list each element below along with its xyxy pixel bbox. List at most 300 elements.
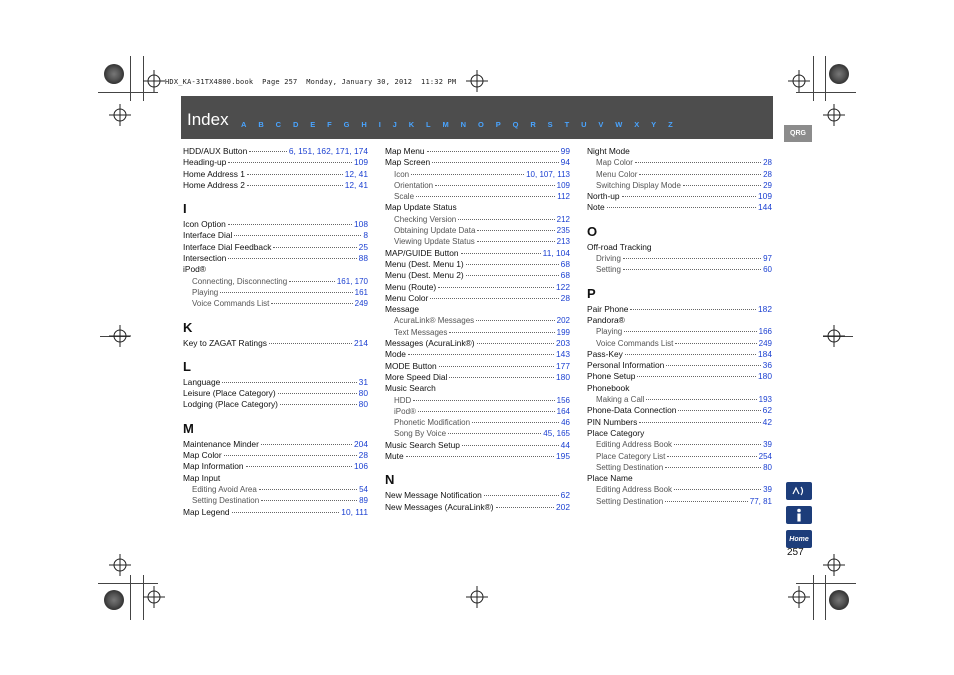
page-reference-link[interactable]: 164 (556, 406, 570, 416)
entry-name: Maintenance Minder (183, 438, 259, 449)
page-reference-link[interactable]: 97 (763, 254, 772, 264)
index-subentry (587, 180, 772, 191)
entry-name: Setting (596, 265, 621, 275)
page-reference-link[interactable]: 235 (556, 226, 570, 236)
page-reference-link[interactable]: 6, 151, 162, 171, 174 (288, 146, 368, 156)
page-reference-link[interactable]: 182 (758, 303, 772, 314)
page-reference-link[interactable]: 10, 111 (341, 506, 368, 517)
page-reference-link[interactable]: 106 (354, 461, 368, 472)
qrg-tab[interactable]: QRG (784, 125, 812, 142)
index-subentry (385, 417, 570, 428)
index-subentry (385, 395, 570, 406)
entry-name: Editing Address Book (596, 485, 673, 495)
page-reference-link[interactable]: 46 (561, 418, 570, 428)
entry-name: Menu (Dest. Menu 1) (385, 258, 464, 269)
page-reference-link[interactable]: 109 (354, 157, 368, 168)
leader-dots (273, 247, 356, 248)
alpha-link-x[interactable]: X (634, 120, 640, 129)
leader-dots (675, 343, 756, 344)
index-subentry (385, 214, 570, 225)
crop-line (813, 575, 814, 620)
entry-name: Mode (385, 349, 406, 360)
entry-name: Setting Destination (596, 462, 664, 472)
alpha-link-g[interactable]: G (343, 120, 350, 129)
page-reference-link[interactable]: 45, 165 (543, 429, 570, 439)
section-letter: O (587, 223, 598, 239)
index-entry (385, 383, 570, 394)
index-entry (385, 202, 570, 213)
alpha-link-i[interactable]: I (378, 120, 381, 129)
alpha-link-h[interactable]: H (361, 120, 367, 129)
entry-name: PIN Numbers (587, 416, 638, 427)
index-entry (385, 304, 570, 315)
page-reference-link[interactable]: 249 (758, 338, 772, 348)
alpha-link-b[interactable]: B (258, 120, 264, 129)
page-reference-link[interactable]: 80 (358, 399, 368, 410)
alpha-link-d[interactable]: D (292, 120, 299, 129)
leader-dots (623, 269, 761, 270)
alpha-link-n[interactable]: N (460, 120, 467, 129)
entry-name: Setting Destination (596, 496, 664, 506)
page-reference-link[interactable]: 254 (758, 451, 772, 461)
crop-line (98, 92, 158, 93)
index-entry (183, 338, 368, 349)
entry-name: Lodging (Place Category) (183, 399, 278, 410)
leader-dots (269, 343, 352, 344)
index-entry (587, 428, 772, 439)
page-reference-link[interactable]: 112 (557, 192, 570, 202)
page-reference-link[interactable]: 62 (560, 490, 570, 501)
entry-name: Map Menu (385, 146, 425, 156)
index-entry (385, 270, 570, 281)
entry-name: Music Search (385, 383, 436, 394)
leader-dots (246, 466, 353, 467)
page-reference-link[interactable]: 143 (556, 349, 570, 360)
entry-name: Phonebook (587, 382, 630, 393)
page-reference-link[interactable]: 122 (556, 281, 570, 292)
entry-name: Map Input (183, 472, 221, 483)
leader-dots (477, 343, 555, 344)
leader-dots (224, 455, 357, 456)
entry-name: Interface Dial Feedback (183, 241, 272, 252)
registration-mark (466, 586, 488, 608)
index-entry (385, 157, 570, 168)
crop-line (130, 575, 131, 620)
page-reference-link[interactable]: 89 (359, 496, 368, 506)
alpha-link-v[interactable]: V (598, 120, 604, 129)
alpha-link-e[interactable]: E (310, 120, 316, 129)
section-letter: N (385, 472, 395, 488)
entry-name: Phonetic Modification (394, 418, 471, 428)
page-reference-link[interactable]: 54 (359, 484, 368, 494)
index-entry (183, 253, 368, 264)
registration-mark (109, 325, 131, 347)
index-subentry (183, 287, 368, 298)
entry-name: Map Information (183, 461, 244, 472)
alpha-link-j[interactable]: J (392, 120, 397, 129)
registration-disk (104, 64, 124, 84)
crop-line (98, 583, 158, 584)
page-reference-link[interactable]: 68 (560, 270, 570, 281)
entry-name: Off-road Tracking (587, 241, 652, 252)
entry-name: HDD (394, 395, 412, 405)
alpha-link-s[interactable]: S (547, 120, 553, 129)
leader-dots (280, 404, 357, 405)
alpha-link-t[interactable]: T (564, 120, 570, 129)
index-entry (183, 169, 368, 180)
index-entry (183, 242, 368, 253)
entry-name: Connecting, Disconnecting (192, 276, 288, 286)
leader-dots (432, 162, 559, 163)
entry-name: Viewing Update Status (394, 237, 475, 247)
index-entry (385, 372, 570, 383)
leader-dots (278, 393, 357, 394)
leader-dots (477, 241, 555, 242)
entry-name: Note (587, 202, 605, 213)
leader-dots (622, 196, 756, 197)
page-reference-link[interactable]: 180 (556, 371, 570, 382)
page-reference-link[interactable]: 36 (762, 360, 772, 371)
index-subentry (385, 406, 570, 417)
print-header: HDX_KA-31TX4800.book Page 257 Monday, January 30, 2012 11:32 PM (165, 78, 457, 86)
index-entry (587, 304, 772, 315)
index-subentry (587, 169, 772, 180)
page-reference-link[interactable]: 28 (358, 450, 368, 461)
index-entry (587, 383, 772, 394)
index-entry (587, 146, 772, 157)
index-subentry (587, 462, 772, 473)
leader-dots (261, 444, 352, 445)
entry-name: Playing (192, 287, 219, 297)
page-reference-link[interactable]: 31 (358, 376, 368, 387)
page-reference-link[interactable]: 204 (354, 438, 368, 449)
entry-name: More Speed Dial (385, 371, 448, 382)
index-subentry (183, 298, 368, 309)
entry-name: Map Legend (183, 506, 230, 517)
index-subentry (587, 338, 772, 349)
entry-name: Song By Voice (394, 429, 447, 439)
leader-dots (439, 366, 554, 367)
leader-dots (683, 185, 761, 186)
leader-dots (674, 444, 761, 445)
page-reference-link[interactable]: 94 (560, 157, 570, 168)
page-reference-link[interactable]: 39 (763, 485, 772, 495)
entry-name: Menu Color (385, 292, 429, 303)
page-reference-link[interactable]: 60 (763, 265, 772, 275)
alpha-link-o[interactable]: O (477, 120, 484, 129)
leader-dots (476, 320, 554, 321)
alpha-link-u[interactable]: U (581, 120, 587, 129)
entry-name: Menu (Route) (385, 281, 437, 292)
section-letter: I (183, 201, 187, 217)
leader-dots (607, 207, 756, 208)
page-reference-link[interactable]: 25 (358, 241, 368, 252)
page-reference-link[interactable]: 11, 104 (542, 247, 570, 258)
leader-dots (435, 185, 555, 186)
page-reference-link[interactable]: 12, 41 (344, 168, 368, 179)
page-reference-link[interactable]: 199 (556, 327, 570, 337)
registration-disk (104, 590, 124, 610)
index-entry (183, 157, 368, 168)
registration-mark (109, 104, 131, 126)
leader-dots (259, 489, 357, 490)
section-letter: M (183, 420, 194, 436)
page-reference-link[interactable]: 195 (556, 451, 570, 462)
index-entry (385, 451, 570, 462)
index-entry (587, 371, 772, 382)
alpha-link-k[interactable]: K (408, 120, 415, 129)
section-letter: K (183, 319, 193, 335)
page-reference-link[interactable]: 28 (763, 169, 772, 179)
page-reference-link[interactable]: 156 (556, 395, 570, 405)
entry-name: New Messages (AcuraLink®) (385, 501, 494, 512)
entry-name: Key to ZAGAT Ratings (183, 337, 267, 348)
leader-dots (665, 467, 761, 468)
index-entry (385, 361, 570, 372)
entry-name: Phone-Data Connection (587, 405, 677, 416)
index-entry (385, 282, 570, 293)
registration-mark (788, 70, 810, 92)
leader-dots (427, 151, 559, 152)
leader-dots (472, 422, 559, 423)
index-entry (183, 450, 368, 461)
alpha-link-f[interactable]: F (327, 120, 332, 129)
leader-dots (466, 275, 559, 276)
index-subentry (385, 225, 570, 236)
entry-name: Icon (394, 169, 410, 179)
page-reference-link[interactable]: 28 (763, 158, 772, 168)
page-reference-link[interactable]: 193 (758, 395, 772, 405)
index-entry (587, 242, 772, 253)
page-reference-link[interactable]: 213 (556, 237, 570, 247)
entry-name: Leisure (Place Category) (183, 388, 276, 399)
index-subentry (587, 394, 772, 405)
entry-name: Interface Dial (183, 230, 233, 241)
index-entry (385, 248, 570, 259)
page-reference-link[interactable]: 80 (763, 462, 772, 472)
page-reference-link[interactable]: 8 (363, 230, 368, 241)
page-reference-link[interactable]: 10, 107, 113 (526, 169, 570, 179)
entry-name: Making a Call (596, 395, 645, 405)
entry-name: Editing Avoid Area (192, 484, 257, 494)
leader-dots (625, 354, 756, 355)
entry-name: Map Update Status (385, 202, 457, 213)
voice-command-icon[interactable] (786, 482, 812, 500)
crop-line (796, 583, 856, 584)
page-reference-link[interactable]: 12, 41 (344, 179, 368, 190)
leader-dots (637, 376, 756, 377)
index-entry (587, 473, 772, 484)
alpha-link-z[interactable]: Z (668, 120, 673, 129)
leader-dots (665, 501, 748, 502)
entry-name: HDD/AUX Button (183, 146, 248, 156)
index-entry (587, 315, 772, 326)
alpha-link-y[interactable]: Y (651, 120, 657, 129)
leader-dots (449, 377, 554, 378)
index-entry (385, 490, 570, 501)
alpha-link-m[interactable]: M (442, 120, 449, 129)
page-reference-link[interactable]: 249 (354, 299, 368, 309)
entry-name: New Message Notification (385, 490, 482, 501)
entry-name: MODE Button (385, 360, 437, 371)
leader-dots (462, 445, 559, 446)
leader-dots (228, 162, 352, 163)
page-reference-link[interactable]: 77, 81 (749, 496, 772, 506)
page-reference-link[interactable]: 62 (762, 405, 772, 416)
entry-name: Editing Address Book (596, 440, 673, 450)
page-reference-link[interactable]: 203 (556, 338, 570, 349)
alpha-link-l[interactable]: L (426, 120, 431, 129)
index-entry (385, 440, 570, 451)
home-icon-label: Home (789, 535, 809, 543)
leader-dots (406, 456, 554, 457)
index-entry (183, 219, 368, 230)
leader-dots (438, 287, 554, 288)
alpha-link-w[interactable]: W (615, 120, 623, 129)
leader-dots (411, 174, 524, 175)
page-reference-link[interactable]: 39 (763, 440, 772, 450)
index-entry (587, 360, 772, 371)
entry-name: AcuraLink® Messages (394, 316, 475, 326)
entry-name: Home Address 2 (183, 179, 245, 190)
index-entry (183, 473, 368, 484)
index-column-1 (183, 146, 368, 518)
entry-name: Night Mode (587, 146, 630, 156)
index-entry (587, 349, 772, 360)
entry-name: Playing (596, 327, 623, 337)
index-entry (587, 405, 772, 416)
page-reference-link[interactable]: 42 (762, 416, 772, 427)
index-banner (181, 96, 773, 139)
registration-mark (788, 586, 810, 608)
entry-name: Switching Display Mode (596, 180, 681, 190)
entry-name: MAP/GUIDE Button (385, 247, 459, 258)
entry-name: Intersection (183, 253, 227, 264)
leader-dots (234, 235, 361, 236)
entry-name: Home Address 1 (183, 168, 245, 179)
registration-mark (143, 586, 165, 608)
leader-dots (623, 258, 761, 259)
entry-name: Pass-Key (587, 348, 623, 359)
page-reference-link[interactable]: 177 (556, 360, 570, 371)
index-entry (183, 388, 368, 399)
index-entry (385, 146, 570, 157)
page-reference-link[interactable]: 108 (354, 219, 368, 230)
alpha-link-r[interactable]: R (530, 120, 536, 129)
index-subentry (587, 484, 772, 495)
leader-dots (639, 422, 760, 423)
leader-dots (220, 292, 352, 293)
leader-dots (416, 196, 555, 197)
page-reference-link[interactable]: 184 (758, 348, 772, 359)
entry-name: Voice Commands List (596, 338, 674, 348)
entry-name: Map Color (596, 158, 633, 168)
page-reference-link[interactable]: 144 (758, 202, 772, 213)
page-reference-link[interactable]: 109 (758, 191, 772, 202)
home-icon[interactable] (786, 530, 812, 548)
page-reference-link[interactable]: 166 (758, 327, 772, 337)
leader-dots (289, 281, 335, 282)
leader-dots (247, 174, 343, 175)
index-entry (385, 293, 570, 304)
index-entry (183, 264, 368, 275)
leader-dots (458, 219, 554, 220)
page-reference-link[interactable]: 99 (560, 146, 570, 156)
info-icon[interactable] (786, 506, 812, 524)
registration-mark (823, 104, 845, 126)
page-reference-link[interactable]: 44 (560, 439, 570, 450)
leader-dots (448, 433, 541, 434)
page-reference-link[interactable]: 88 (358, 253, 368, 264)
leader-dots (484, 495, 559, 496)
leader-dots (674, 489, 761, 490)
entry-name: Place Name (587, 473, 633, 484)
index-entry (385, 259, 570, 270)
page-reference-link[interactable]: 161 (354, 287, 368, 297)
leader-dots (247, 185, 343, 186)
index-subentry (587, 439, 772, 450)
page-reference-link[interactable]: 161, 170 (336, 276, 368, 286)
page-reference-link[interactable]: 214 (354, 337, 368, 348)
alpha-link-q[interactable]: Q (512, 120, 519, 129)
entry-name: Heading-up (183, 157, 227, 168)
section-letter: L (183, 358, 191, 374)
index-entry (183, 230, 368, 241)
index-subentry (385, 180, 570, 191)
registration-mark (823, 554, 845, 576)
leader-dots (430, 298, 558, 299)
index-column-2 (385, 146, 570, 513)
leader-dots (408, 354, 554, 355)
index-entry (183, 180, 368, 191)
entry-name: Setting Destination (192, 496, 260, 506)
leader-dots (449, 332, 554, 333)
page-reference-link[interactable]: 202 (556, 316, 570, 326)
entry-name: Place Category (587, 427, 645, 438)
leader-dots (477, 230, 554, 231)
alpha-link-p[interactable]: P (495, 120, 501, 129)
page-reference-link[interactable]: 109 (556, 180, 570, 190)
entry-name: North-up (587, 191, 620, 202)
index-subentry (183, 484, 368, 495)
leader-dots (496, 507, 554, 508)
entry-name: Language (183, 376, 221, 387)
index-subentry (385, 236, 570, 247)
leader-dots (624, 331, 756, 332)
page-reference-link[interactable]: 68 (560, 258, 570, 269)
page-reference-link[interactable]: 212 (556, 214, 570, 224)
page-reference-link[interactable]: 29 (763, 180, 772, 190)
index-subentry (587, 157, 772, 168)
crop-line (825, 56, 826, 101)
index-subentry (587, 253, 772, 264)
index-entry (587, 191, 772, 202)
alpha-link-c[interactable]: C (275, 120, 282, 129)
alpha-link-a[interactable]: A (241, 120, 247, 129)
page-number: 257 (787, 547, 804, 558)
page-reference-link[interactable]: 202 (556, 501, 570, 512)
entry-name: Map Screen (385, 157, 431, 168)
page-reference-link[interactable]: 180 (758, 371, 772, 382)
leader-dots (666, 365, 760, 366)
entry-name: Message (385, 304, 419, 315)
entry-name: Text Messages (394, 327, 448, 337)
leader-dots (249, 151, 287, 152)
index-entry (183, 146, 368, 157)
index-entry (183, 439, 368, 450)
page-reference-link[interactable]: 80 (358, 388, 368, 399)
page-reference-link[interactable]: 28 (560, 292, 570, 303)
